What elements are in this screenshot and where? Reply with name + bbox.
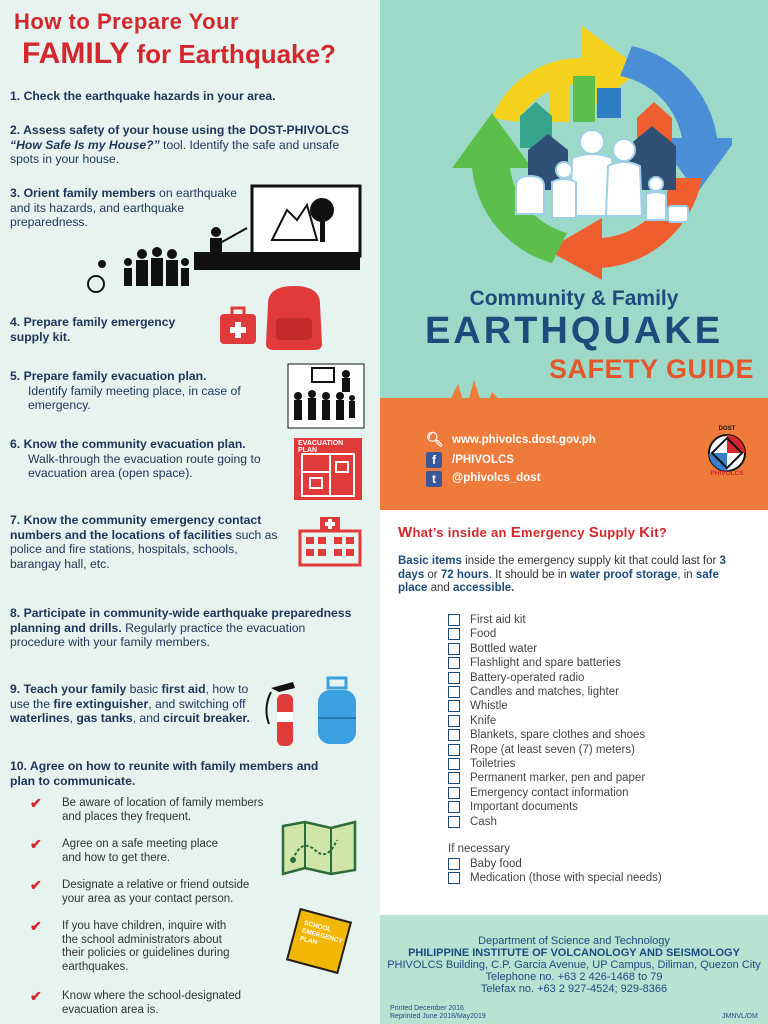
title-part: How to [14,9,97,34]
kit-item-label: Permanent marker, pen and paper [470,772,646,785]
checkbox[interactable] [448,628,460,640]
step-9: 9. Teach your family basic first aid, how to use the fire extinguisher, and switching off waterlines, gas tanks, and circuit breaker. [10,682,250,725]
school-emergency-plan-icon [286,908,352,974]
website-link[interactable]: www.phivolcs.dost.gov.ph [452,434,596,446]
kit-item-label: Rope (at least seven (7) meters) [470,743,635,756]
footer-telefax: Telefax no. +63 2 927-4524; 929-8366 [480,983,668,995]
checkmark-icon: ✔ [30,918,42,934]
step-5: 5. Prepare family evacuation plan. Identify family meeting place, in case of emergency. [10,369,241,412]
kit-item-label: Candles and matches, lighter [470,686,619,698]
tip-1: ✔ Be aware of location of family members and places they frequent. [30,795,264,823]
checkbox[interactable] [448,816,460,828]
footer-address: PHIVOLCS Building, C.P. Garcia Avenue, UP Campus, Diliman, Quezon City [387,959,761,971]
title-part: Prepare Your [96,9,240,34]
step-1: 1. Check the earthquake hazards in your area. [10,89,276,103]
evacuation-plan-label: EVACUATION PLAN [298,440,344,454]
tip-2: ✔ Agree on a safe meeting place and how to get there. [30,836,218,864]
twitter-link[interactable]: @phivolcs_dost [452,472,541,484]
kit-item-label: Knife [470,714,497,727]
facebook-link[interactable]: /PHIVOLCS [452,454,514,466]
kit-item-label: Cash [470,815,497,828]
kit-item-label: Blankets, spare clothes and shoes [470,729,646,742]
title-part: for Earthquake? [129,39,336,69]
kit-item-label: Whistle [470,700,508,713]
checkbox[interactable] [448,700,460,712]
cycle-arrows-illustration [432,18,732,283]
checkmark-icon: ✔ [30,988,42,1004]
classroom-illustration [82,180,367,295]
phivolcs-logo [702,428,752,478]
contact-band [380,398,768,510]
fire-extinguisher-icon [263,678,305,748]
step-3: 3. Orient family members on earthquake and its hazards, and earthquake preparedness. [10,186,237,229]
kit-item-label: Emergency contact information [470,786,629,799]
cover-title: EARTHQUAKE [424,310,724,352]
step-2: 2. Assess safety of your house using the DOST-PHIVOLCS “How Safe Is my House?” tool. Identify the safe and unsafe spots in your house. [10,123,349,166]
kit-title: What’s inside an Emergency Supply Kit? [398,524,668,541]
checkbox[interactable] [448,758,460,770]
footer [380,915,768,1024]
map-icon [281,820,357,876]
kit-item-label: Medication (those with special needs) [470,872,662,885]
step-8: 8. Participate in community-wide earthquake preparedness planning and drills. Regularly practice the evacuation procedure with your family members. [10,606,352,649]
checkbox[interactable] [448,872,460,884]
hospital-building-icon [298,515,362,567]
page-title [14,6,336,70]
checkbox[interactable] [448,729,460,741]
kit-item-label: Flashlight and spare batteries [470,657,621,670]
step-7: 7. Know the community emergency contact numbers and the locations of facilities such as police and fire stations, hospitals, schools, barangay hall, etc. [10,513,278,571]
checkbox[interactable] [448,858,460,870]
title-family: FAMILY [22,37,130,70]
checkbox[interactable] [448,686,460,698]
footer-institute: PHILIPPINE INSTITUTE OF VOLCANOLOGY AND SEISMOLOGY [408,947,740,959]
checkbox[interactable] [448,787,460,799]
printed-date: Printed December 2016 [390,1005,464,1012]
print-code: JMNVL/DM [722,1013,758,1020]
step-6: 6. Know the community evacuation plan. Walk-through the evacuation route going to evacuation area (open space). [10,437,261,480]
kit-item-label: Baby food [470,858,522,870]
cover-safety-guide: SAFETY GUIDE [548,354,754,384]
kit-item-label: Battery-operated radio [470,671,585,684]
facebook-icon: f [426,452,442,468]
tip-3: ✔ Designate a relative or friend outside your area as your contact person. [30,877,250,905]
checkbox[interactable] [448,672,460,684]
checkbox[interactable] [448,801,460,813]
checkmark-icon: ✔ [30,877,42,893]
tip-5: ✔ Know where the school-designated evacuation area is. [30,988,242,1016]
kit-intro: Basic items inside the emergency supply kit that could last for 3 days or 72 hours. It should be in water proof storage, in safe place and accessible. [398,555,726,595]
kit-item-label: Toiletries [470,758,516,770]
reprinted-date: Reprinted June 2018/May2019 [390,1013,486,1020]
if-necessary-label: If necessary [448,843,510,855]
kit-item-label: Important documents [470,801,579,814]
family-evacuation-icon [286,362,366,430]
kit-item-label: Bottled water [470,642,538,655]
seismic-wave-decoration [380,374,768,414]
kit-item-label: Food [470,628,497,641]
evacuation-plan-icon [294,438,362,500]
checkbox[interactable] [448,744,460,756]
step-4: 4. Prepare family emergency supply kit. [10,315,176,344]
checkbox[interactable] [448,614,460,626]
tip-4: ✔ If you have children, inquire with the school administrators about their policies or guidelines during earthquakes. [30,918,230,973]
logo-top-label: DOST [718,426,736,432]
checkbox[interactable] [448,715,460,727]
logo-bottom-label: PHIVOLCS [710,470,744,477]
web-search-icon: 🔍︎ [426,431,444,447]
checkmark-icon: ✔ [30,836,42,852]
cover-hero [380,0,768,398]
checkbox[interactable] [448,643,460,655]
step-10: 10. Agree on how to reunite with family members and plan to communicate. [10,759,319,788]
checkmark-icon: ✔ [30,795,42,811]
footer-telephone: Telephone no. +63 2 426-1468 to 79 [485,971,663,983]
cover-subtitle: Community & Family [469,287,679,310]
kit-item-label: First aid kit [470,614,526,626]
gas-tank-icon [312,676,362,746]
first-aid-bag-icon [216,282,331,352]
right-panel [380,0,768,1024]
left-panel [0,0,380,1024]
checkbox[interactable] [448,657,460,669]
supply-kit-section [380,510,768,915]
twitter-icon: t [426,471,442,487]
checkbox[interactable] [448,772,460,784]
school-plan-label: SCHOOL EMERGENCY PLAN [299,919,344,947]
footer-dept: Department of Science and Technology [478,935,670,947]
